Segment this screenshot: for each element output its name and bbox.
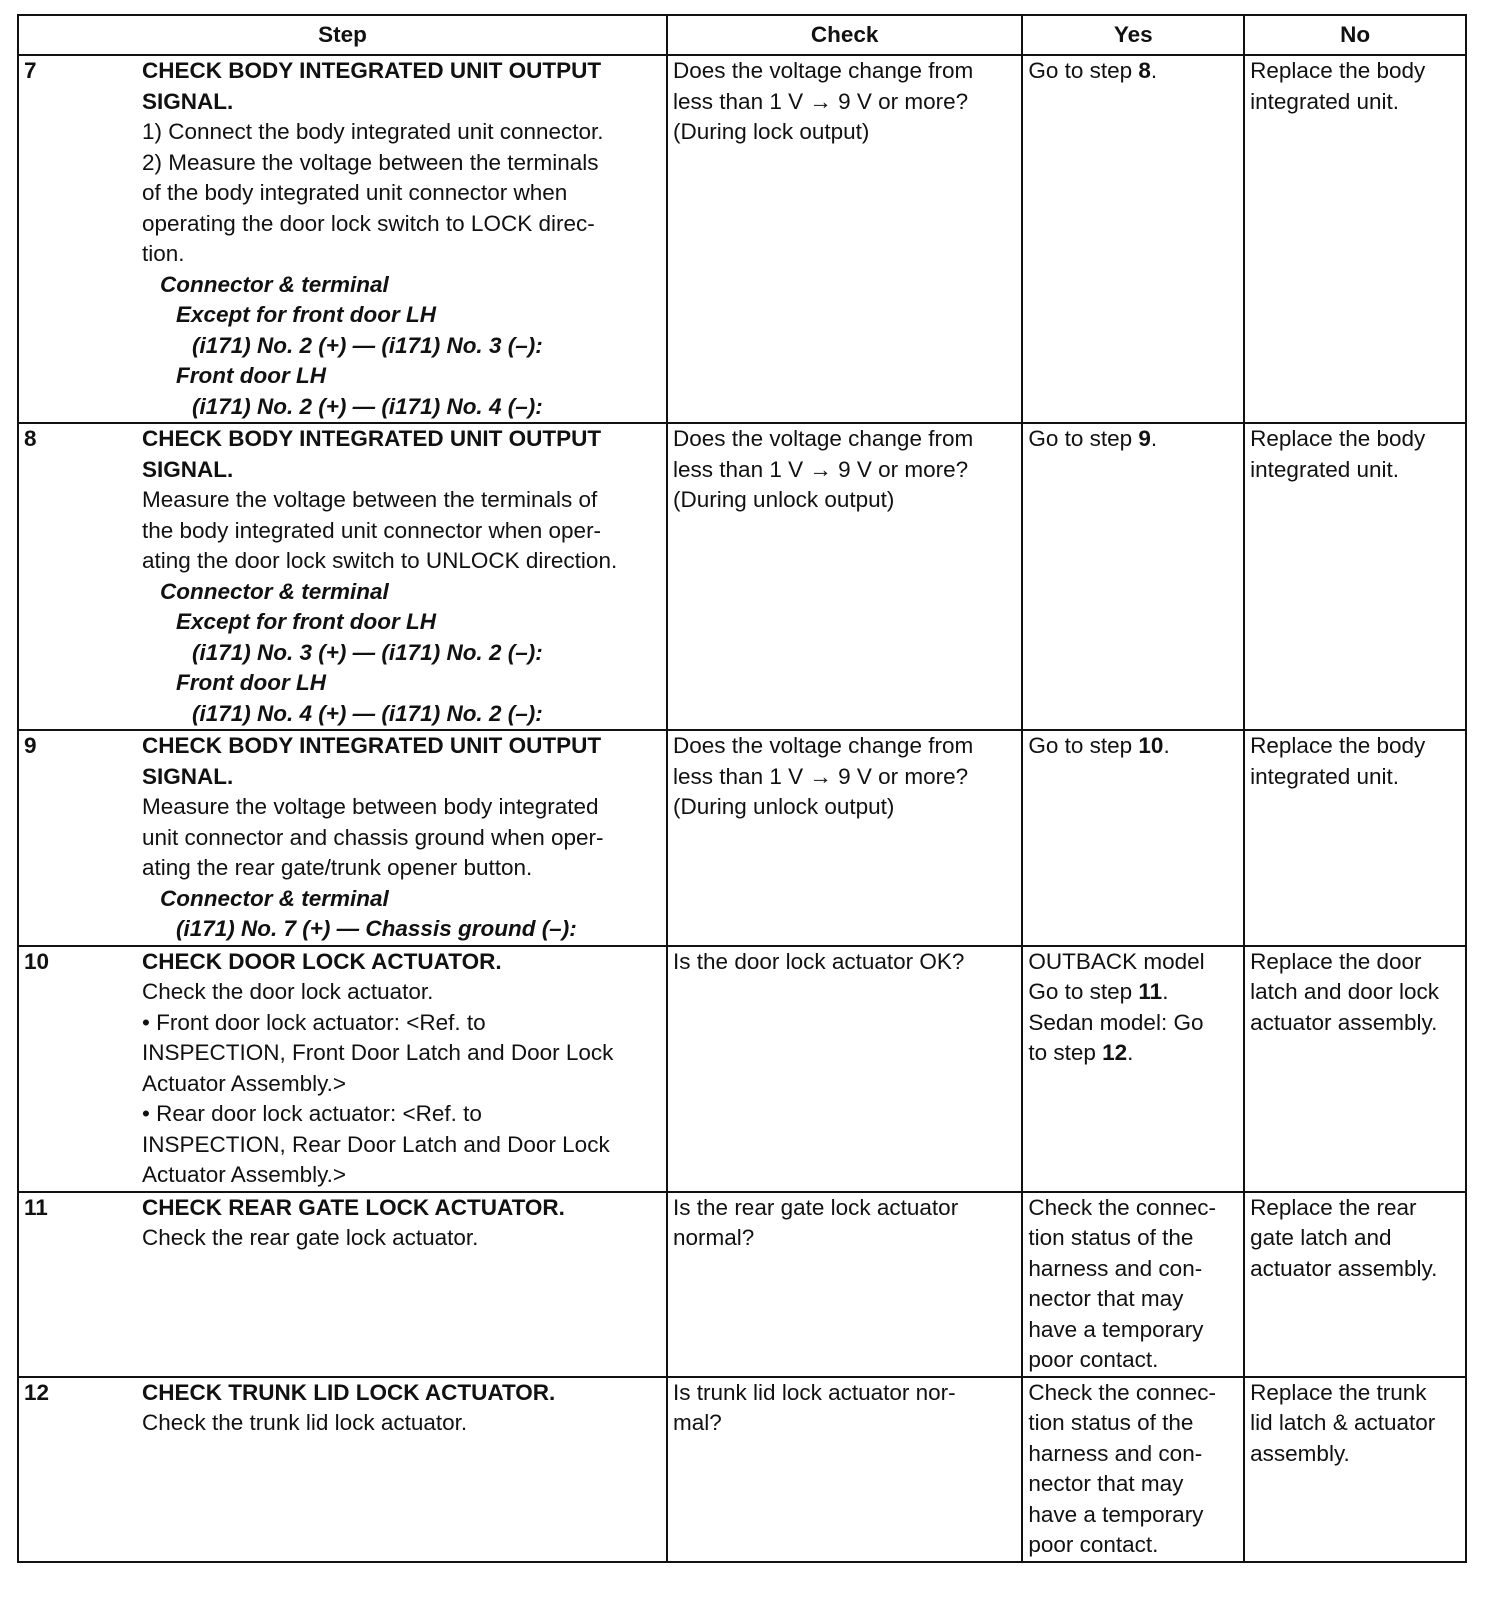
yes-line: Check the connec- [1028, 1379, 1216, 1405]
terminal-spec: (i171) No. 2 (+) — (i171) No. 3 (–): [192, 332, 543, 358]
yes-text: Go to step [1028, 979, 1139, 1004]
step-line: tion. [142, 241, 185, 266]
check-cell [667, 946, 1022, 1192]
step-title-cont: SIGNAL. [142, 763, 234, 789]
yes-step-ref: 11 [1138, 979, 1163, 1004]
yes-line: harness and con- [1028, 1255, 1203, 1281]
terminal-spec: (i171) No. 4 (+) — (i171) No. 2 (–): [192, 700, 543, 726]
header-check: Check [667, 15, 1022, 55]
check-line: normal? [673, 1225, 755, 1250]
step-cell [18, 946, 667, 1192]
step-title-cont: SIGNAL. [142, 88, 234, 114]
yes-cell [1022, 730, 1244, 946]
connector-terminal-heading: Connector & terminal [160, 271, 389, 297]
check-cell [667, 423, 1022, 730]
check-cell [667, 55, 1022, 423]
yes-text: Go to step [1028, 426, 1139, 451]
step-cell [18, 1192, 667, 1377]
step-title: CHECK DOOR LOCK ACTUATOR. [142, 948, 502, 974]
check-line: less than 1 V → 9 V or more? [673, 88, 969, 114]
check-line: Does the voltage change from [673, 426, 974, 451]
yes-step-ref: 8 [1138, 58, 1151, 83]
yes-line: Sedan model: Go [1028, 1009, 1204, 1035]
step-line: Measure the voltage between body integrated [142, 794, 599, 819]
check-cell [667, 730, 1022, 946]
no-cell [1244, 1377, 1466, 1562]
no-line: latch and door lock [1250, 979, 1440, 1004]
no-line: assembly. [1250, 1440, 1350, 1466]
no-cell [1244, 1192, 1466, 1377]
step-cell [18, 423, 667, 730]
step-line: • Front door lock actuator: <Ref. to [142, 1009, 486, 1035]
no-line: Replace the rear [1250, 1194, 1417, 1220]
no-line: Replace the body [1250, 426, 1426, 451]
step-cell [18, 55, 667, 423]
step-line: Measure the voltage between the terminals of [142, 487, 598, 512]
yes-line [1028, 977, 1238, 1008]
check-line: Does the voltage change from [673, 58, 974, 83]
connector-terminal-heading: Connector & terminal [160, 578, 389, 604]
step-line: Check the rear gate lock actuator. [142, 1225, 479, 1250]
no-line: integrated unit. [1250, 88, 1400, 114]
step-title: CHECK TRUNK LID LOCK ACTUATOR. [142, 1379, 556, 1405]
connector-subheading: Front door LH [176, 363, 326, 388]
step-number: 10 [24, 948, 50, 974]
table-row [18, 423, 1466, 730]
step-title: CHECK BODY INTEGRATED UNIT OUTPUT [142, 733, 602, 758]
no-line: actuator assembly. [1250, 1255, 1438, 1281]
step-line: ating the rear gate/trunk opener button. [142, 855, 533, 880]
step-cell [18, 1377, 667, 1562]
yes-line [1028, 1038, 1238, 1069]
step-title: CHECK BODY INTEGRATED UNIT OUTPUT [142, 58, 602, 83]
table-row [18, 946, 1466, 1192]
connector-subheading: Front door LH [176, 670, 326, 695]
no-line: Replace the trunk [1250, 1379, 1427, 1405]
yes-step-ref: 12 [1102, 1040, 1128, 1065]
connector-subheading: Except for front door LH [176, 302, 436, 327]
check-line: less than 1 V → 9 V or more? [673, 763, 969, 789]
yes-text-end: . [1127, 1040, 1134, 1065]
yes-line: nector that may [1028, 1286, 1184, 1311]
step-title: CHECK BODY INTEGRATED UNIT OUTPUT [142, 426, 602, 451]
connector-subheading: Except for front door LH [176, 609, 436, 634]
check-cell [667, 1377, 1022, 1562]
step-cell [18, 730, 667, 946]
connector-terminal-heading: Connector & terminal [160, 885, 389, 911]
yes-line: tion status of the [1028, 1225, 1194, 1250]
header-no: No [1244, 15, 1466, 55]
yes-line: OUTBACK model [1028, 948, 1205, 974]
step-number: 7 [24, 58, 37, 83]
yes-text: Go to step [1028, 733, 1139, 758]
step-number: 11 [24, 1194, 48, 1220]
no-line: integrated unit. [1250, 763, 1400, 789]
no-line: Replace the body [1250, 58, 1426, 83]
diagnostic-table [17, 14, 1467, 1563]
yes-cell [1022, 1377, 1244, 1562]
no-line: integrated unit. [1250, 456, 1400, 482]
yes-line: poor contact. [1028, 1532, 1159, 1557]
step-line: Check the trunk lid lock actuator. [142, 1410, 468, 1435]
step-line: Actuator Assembly.> [142, 1070, 347, 1096]
yes-line: tion status of the [1028, 1410, 1194, 1435]
check-line: Is trunk lid lock actuator nor- [673, 1379, 956, 1405]
check-line: (During unlock output) [673, 487, 895, 512]
step-line: Check the door lock actuator. [142, 979, 434, 1004]
step-line: operating the door lock switch to LOCK direc- [142, 210, 595, 236]
check-line: Is the door lock actuator OK? [673, 948, 965, 974]
yes-text-end: . [1162, 979, 1169, 1004]
yes-cell [1022, 423, 1244, 730]
yes-text-end: . [1150, 426, 1158, 451]
no-cell [1244, 730, 1466, 946]
check-line: less than 1 V → 9 V or more? [673, 456, 969, 482]
yes-line: have a temporary [1028, 1316, 1204, 1342]
yes-line: nector that may [1028, 1471, 1184, 1496]
step-line: Actuator Assembly.> [142, 1162, 347, 1187]
terminal-spec: (i171) No. 3 (+) — (i171) No. 2 (–): [192, 639, 543, 665]
yes-text-end: . [1150, 58, 1158, 83]
step-line: INSPECTION, Front Door Latch and Door Lock [142, 1040, 614, 1065]
step-line: ating the door lock switch to UNLOCK direction. [142, 548, 618, 573]
no-cell [1244, 55, 1466, 423]
yes-text: to step [1028, 1040, 1103, 1065]
no-line: Replace the body [1250, 733, 1426, 758]
step-title: CHECK REAR GATE LOCK ACTUATOR. [142, 1194, 565, 1220]
no-line: gate latch and [1250, 1225, 1392, 1250]
step-line: 1) Connect the body integrated unit connector. [142, 119, 604, 144]
no-line: lid latch & actuator [1250, 1410, 1436, 1435]
yes-line: poor contact. [1028, 1347, 1159, 1372]
step-title-cont: SIGNAL. [142, 456, 234, 482]
no-cell [1244, 946, 1466, 1192]
step-line: INSPECTION, Rear Door Latch and Door Lock [142, 1131, 610, 1157]
header-yes: Yes [1022, 15, 1244, 55]
yes-cell [1022, 1192, 1244, 1377]
step-number: 8 [24, 426, 37, 451]
table-row [18, 55, 1466, 423]
no-line: Replace the door [1250, 948, 1422, 974]
diagnostic-procedure-page [17, 14, 1467, 1563]
no-line: actuator assembly. [1250, 1009, 1438, 1035]
yes-text-end: . [1163, 733, 1170, 758]
check-line: Does the voltage change from [673, 733, 974, 758]
check-cell [667, 1192, 1022, 1377]
check-line: (During lock output) [673, 119, 870, 144]
header-step: Step [18, 15, 667, 55]
yes-line: have a temporary [1028, 1501, 1204, 1527]
yes-step-ref: 10 [1138, 733, 1164, 758]
step-line: • Rear door lock actuator: <Ref. to [142, 1101, 482, 1126]
check-line: (During unlock output) [673, 794, 895, 819]
yes-cell [1022, 946, 1244, 1192]
yes-line: harness and con- [1028, 1440, 1203, 1466]
yes-text: Go to step [1028, 58, 1139, 83]
check-line: mal? [673, 1410, 722, 1435]
table-row [18, 730, 1466, 946]
table-header-row [18, 15, 1466, 55]
no-cell [1244, 423, 1466, 730]
check-line: Is the rear gate lock actuator [673, 1194, 959, 1220]
terminal-spec: (i171) No. 7 (+) — Chassis ground (–): [176, 916, 577, 941]
step-line: of the body integrated unit connector when [142, 180, 568, 205]
table-row [18, 1377, 1466, 1562]
table-row [18, 1192, 1466, 1377]
yes-step-ref: 9 [1138, 426, 1151, 451]
step-line: 2) Measure the voltage between the terminals [142, 149, 599, 175]
step-number: 12 [24, 1379, 50, 1405]
yes-cell [1022, 55, 1244, 423]
terminal-spec: (i171) No. 2 (+) — (i171) No. 4 (–): [192, 393, 543, 419]
yes-line: Check the connec- [1028, 1194, 1216, 1220]
step-line: the body integrated unit connector when oper- [142, 517, 602, 543]
step-line: unit connector and chassis ground when oper- [142, 824, 604, 850]
step-number: 9 [24, 733, 37, 758]
